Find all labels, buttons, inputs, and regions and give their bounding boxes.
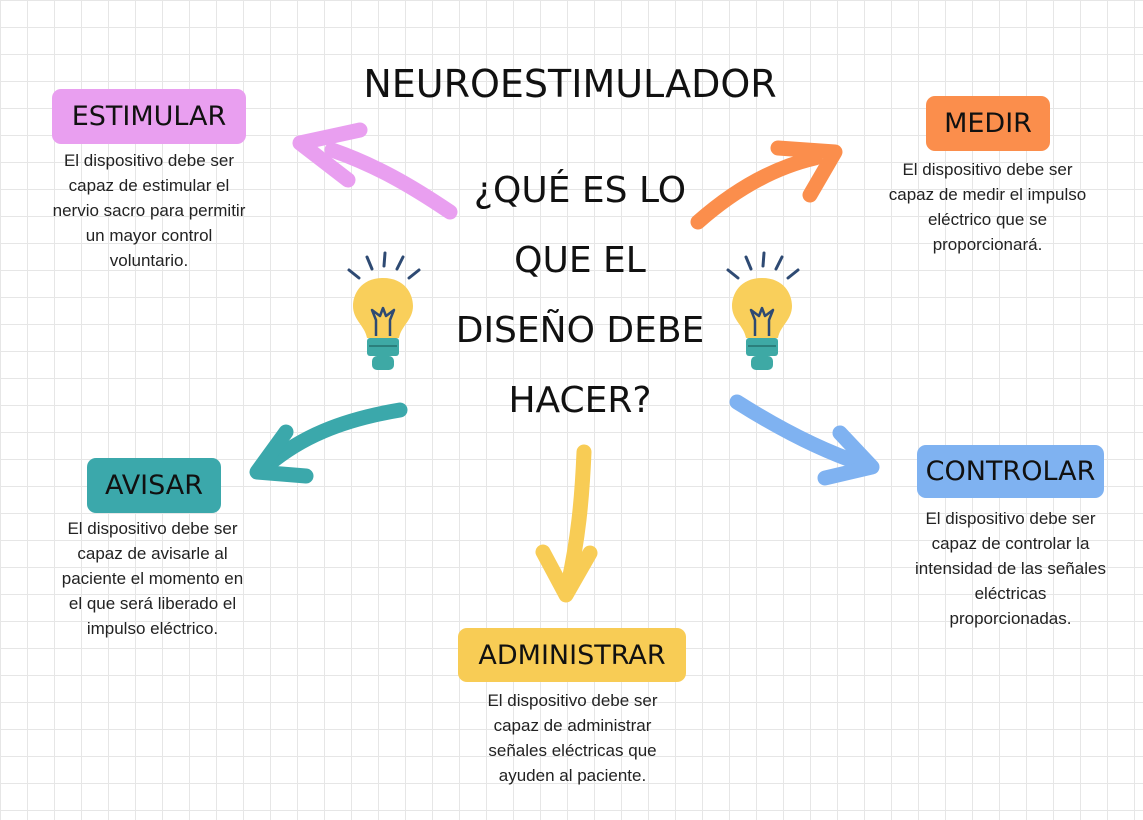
desc-line: El dispositivo debe ser bbox=[63, 151, 235, 170]
lightbulb-right-icon bbox=[728, 253, 798, 370]
desc-line: El dispositivo debe ser bbox=[487, 691, 658, 710]
lightbulb-left-icon bbox=[349, 253, 419, 370]
desc-line: eléctricas bbox=[974, 584, 1047, 603]
desc-line: El dispositivo debe ser bbox=[67, 519, 238, 538]
desc-medir bbox=[855, 157, 1120, 257]
label-administrar: ADMINISTRAR bbox=[458, 628, 686, 682]
label-estimular: ESTIMULAR bbox=[52, 89, 246, 144]
desc-line: nervio sacro para permitir bbox=[52, 201, 246, 220]
desc-line: capaz de avisarle al bbox=[77, 544, 228, 563]
label-medir: MEDIR bbox=[926, 96, 1050, 151]
desc-line: paciente el momento en bbox=[61, 569, 244, 588]
desc-line: impulso eléctrico. bbox=[86, 619, 219, 638]
desc-line: El dispositivo debe ser bbox=[925, 509, 1096, 528]
desc-line: capaz de administrar bbox=[493, 716, 652, 735]
desc-line: intensidad de las señales bbox=[915, 559, 1106, 578]
desc-line: ayuden al paciente. bbox=[498, 766, 647, 785]
desc-controlar bbox=[878, 506, 1143, 631]
desc-line: voluntario. bbox=[109, 251, 189, 270]
desc-administrar bbox=[445, 688, 700, 788]
desc-line: el que será liberado el bbox=[68, 594, 237, 613]
desc-avisar bbox=[30, 516, 275, 641]
desc-line: proporcionará. bbox=[932, 235, 1043, 254]
question-line: ¿QUÉ ES LO bbox=[473, 170, 687, 211]
desc-line: El dispositivo debe ser bbox=[902, 160, 1073, 179]
desc-line: capaz de estimular el bbox=[68, 176, 230, 195]
desc-line: capaz de controlar la bbox=[931, 534, 1090, 553]
desc-line: señales eléctricas que bbox=[488, 741, 657, 760]
desc-line: proporcionadas. bbox=[949, 609, 1072, 628]
question-line: DISEÑO DEBE bbox=[455, 310, 705, 351]
question-line: HACER? bbox=[508, 380, 652, 421]
label-controlar: CONTROLAR bbox=[917, 445, 1104, 498]
desc-estimular bbox=[20, 148, 278, 273]
label-avisar: AVISAR bbox=[87, 458, 221, 513]
desc-line: un mayor control bbox=[85, 226, 213, 245]
desc-line: eléctrico que se bbox=[927, 210, 1048, 229]
diagram-title: NEUROESTIMULADOR bbox=[363, 62, 777, 106]
desc-line: capaz de medir el impulso bbox=[888, 185, 1087, 204]
question-line: QUE EL bbox=[514, 240, 646, 281]
